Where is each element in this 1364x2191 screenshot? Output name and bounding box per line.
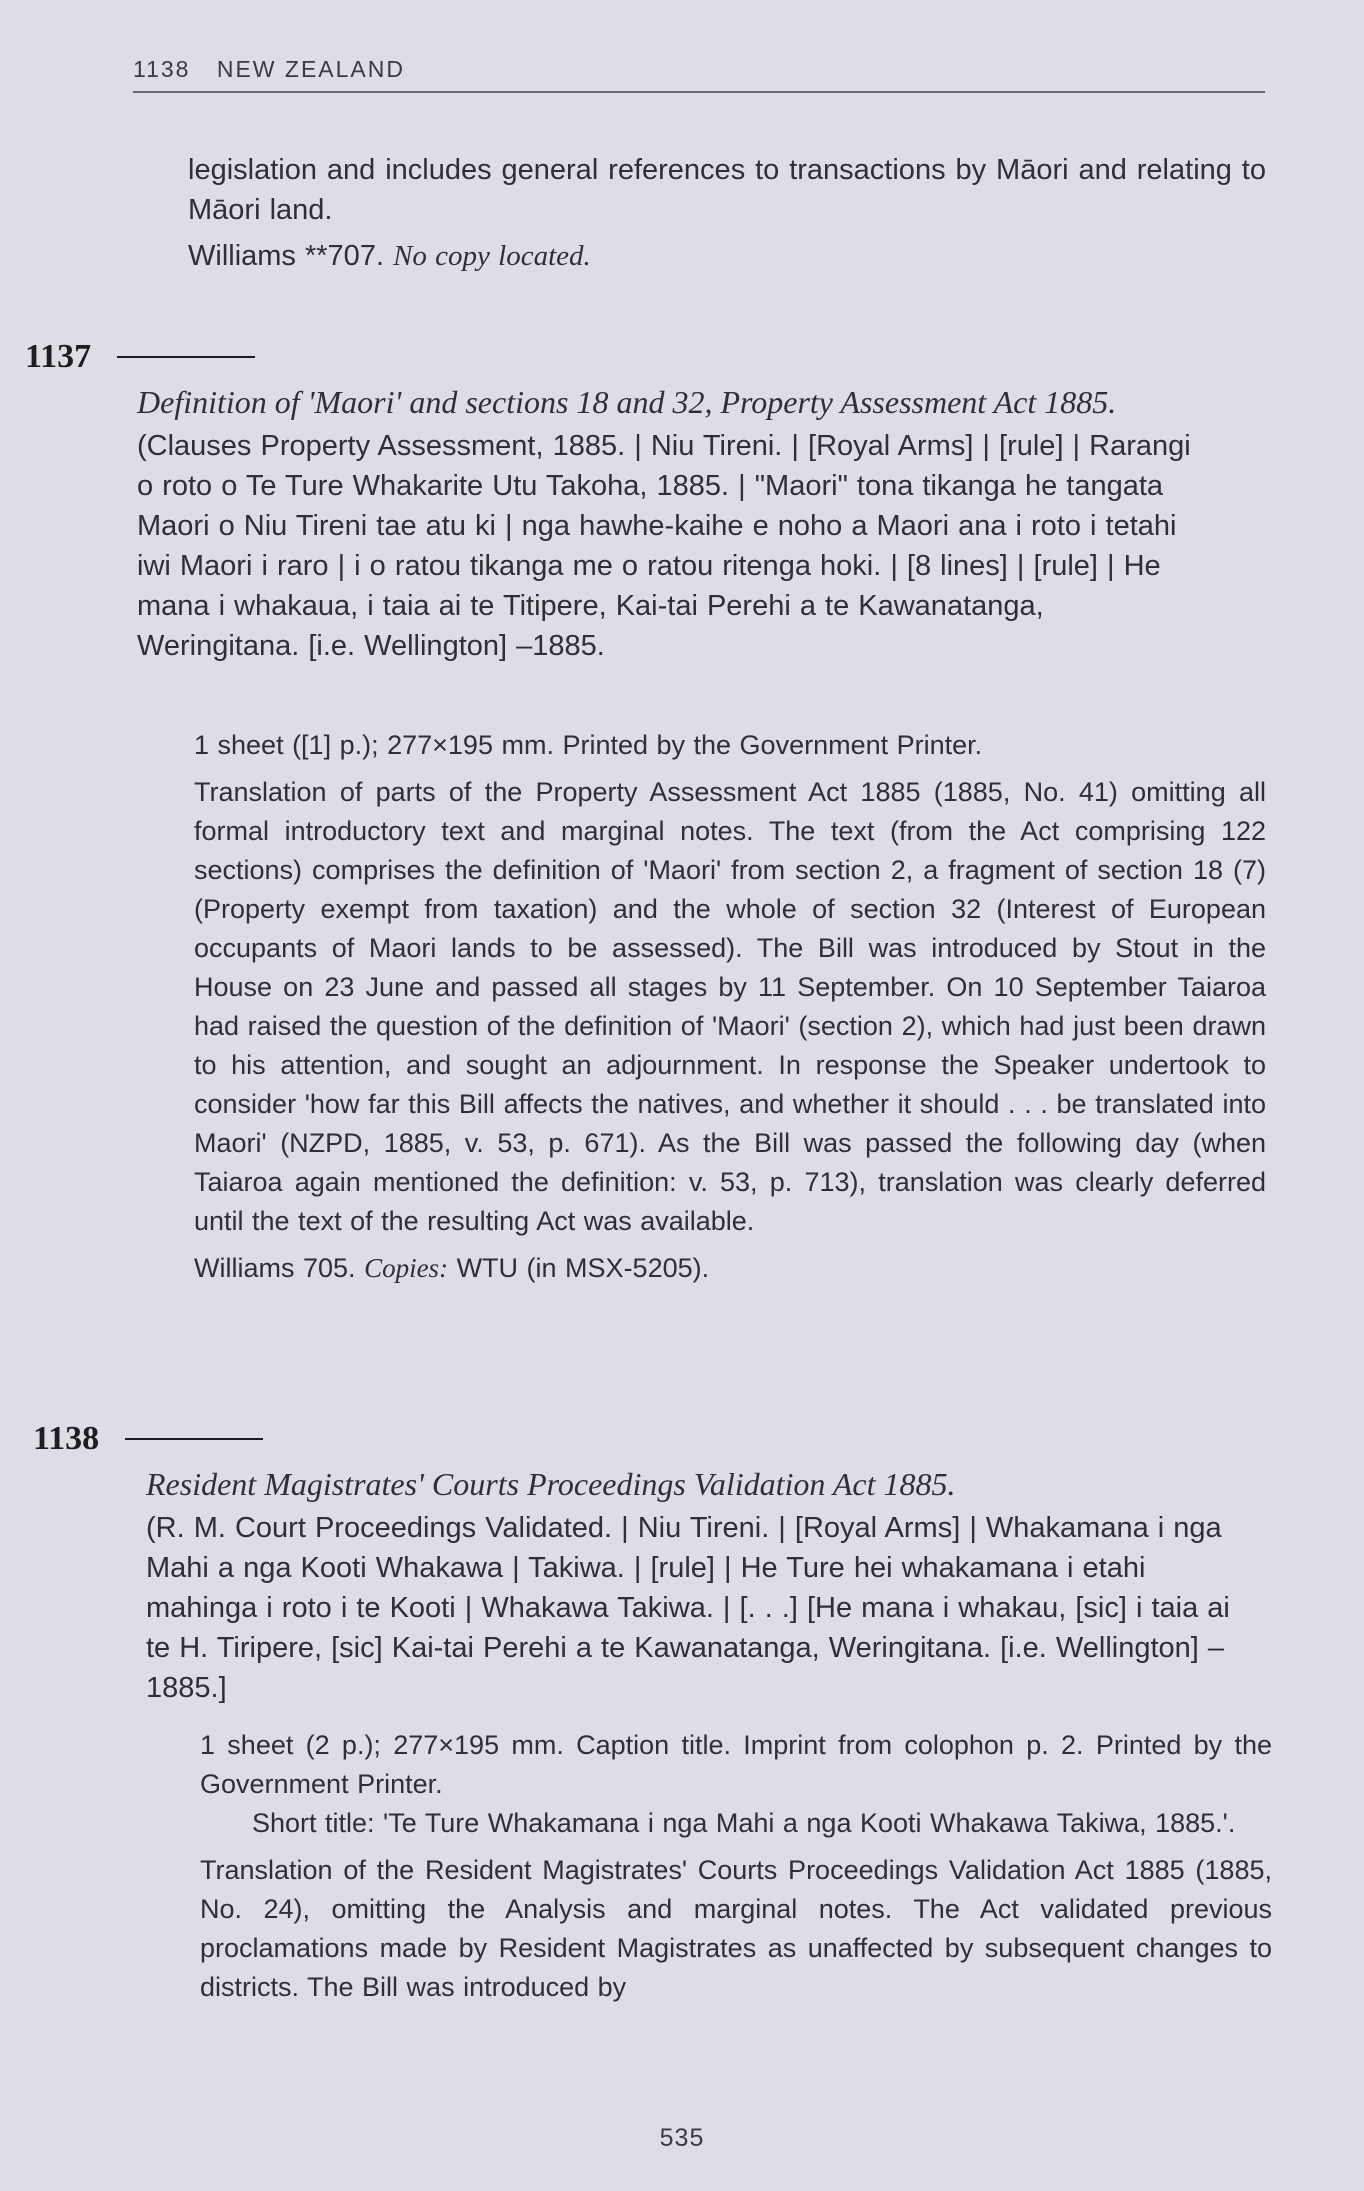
folio-page-number: 535	[659, 2124, 705, 2152]
entry-1137-rule	[117, 356, 255, 358]
entry-1138-collation: 1 sheet (2 p.); 277×195 mm. Caption title. Imprint from colophon p. 2. Printed by the Government Printer.	[200, 1730, 1272, 1799]
entry-1137-ref-suffix: WTU (in MSX-5205).	[456, 1253, 710, 1283]
entry-1137-number: 1137	[25, 338, 92, 375]
running-head-page-number: 1138	[133, 56, 191, 82]
intro-text: legislation and includes general references to transactions by Māori and relating to Māori land.	[188, 154, 1266, 226]
entry-1138-heading	[33, 1420, 263, 1458]
entry-1137-body	[137, 380, 1197, 666]
entry-1138-transcription: (R. M. Court Proceedings Validated. | Niu Tireni. | [Royal Arms] | Whakamana i nga Mahi a nga Kooti Whakawa | Takiwa. | [rule] | He Ture hei whakamana i etahi mahinga i roto i te Kooti | Whakawa Takiwa. | [. . .] [He mana i whakau, [sic] i taia ai te H. Tiripere, [sic] Kai-tai Perehi a te Kawanatanga, Weringitana. [i.e. Wellington] –1885.]	[146, 1512, 1230, 1704]
entry-1138-body	[146, 1462, 1246, 1708]
entry-1137-transcription: (Clauses Property Assessment, 1885. | Niu Tireni. | [Royal Arms] | [rule] | Rarangi o roto o Te Ture Whakarite Utu Takoha, 1885. | "Maori" tona tikanga he tangata Maori o Niu Tireni tae atu ki | nga hawhe-kaihe e noho a Maori ana i roto i tetahi iwi Maori i raro | i o ratou tikanga me o ratou ritenga hoki. | [8 lines] | [rule] | He mana i whakaua, i taia ai te Titipere, Kai-tai Perehi a te Kawanatanga, Weringitana. [i.e. Wellington] –1885.	[137, 430, 1191, 662]
entry-1138-short-title: Short title: 'Te Ture Whakamana i nga Mahi a nga Kooti Whakawa Takiwa, 1885.'.	[252, 1808, 1236, 1838]
entry-1137-details	[194, 726, 1266, 1288]
intro-ref-prefix: Williams **707.	[188, 240, 384, 272]
entry-1137-heading	[25, 338, 255, 376]
entry-1137-reference	[194, 1249, 1266, 1288]
entry-1138-title: Resident Magistrates' Courts Proceedings Validation Act 1885.	[146, 1466, 956, 1502]
intro-ref-italic: No copy located.	[393, 240, 591, 272]
entry-1137-ref-prefix: Williams 705.	[194, 1253, 356, 1283]
entry-1138-rule	[125, 1438, 263, 1440]
intro-continuation	[188, 150, 1266, 276]
entry-1137-collation: 1 sheet ([1] p.); 277×195 mm. Printed by the Government Printer.	[194, 730, 983, 760]
entry-1138-number: 1138	[33, 1420, 100, 1457]
entry-1137-ref-italic: Copies:	[364, 1253, 449, 1283]
running-head-section: NEW ZEALAND	[216, 56, 405, 82]
entry-1138-details	[200, 1726, 1272, 2007]
running-head	[133, 56, 1265, 93]
entry-1138-note: Translation of the Resident Magistrates' Courts Proceedings Validation Act 1885 (1885, No. 24), omitting the Analysis and marginal notes. The Act validated previous proclamations made by Resident Magistrates as unaffected by subsequent changes to districts. The Bill was introduced by	[200, 1855, 1272, 2002]
entry-1137-title: Definition of 'Maori' and sections 18 and 32, Property Assessment Act 1885.	[137, 384, 1117, 420]
entry-1137-note: Translation of parts of the Property Assessment Act 1885 (1885, No. 41) omitting all formal introductory text and marginal notes. The text (from the Act comprising 122 sections) comprises the definition of 'Maori' from section 2, a fragment of section 18 (7) (Property exempt from taxation) and the whole of section 32 (Interest of European occupants of Maori lands to be assessed). The Bill was introduced by Stout in the House on 23 June and passed all stages by 11 September. On 10 September Taiaroa had raised the question of the definition of 'Maori' (section 2), which had just been drawn to his attention, and sought an adjournment. In response the Speaker undertook to consider 'how far this Bill affects the natives, and whether it should . . . be translated into Maori' (NZPD, 1885, v. 53, p. 671). As the Bill was passed the following day (when Taiaroa again mentioned the definition: v. 53, p. 713), translation was clearly deferred until the text of the resulting Act was available.	[194, 777, 1266, 1236]
intro-reference	[188, 236, 1266, 276]
